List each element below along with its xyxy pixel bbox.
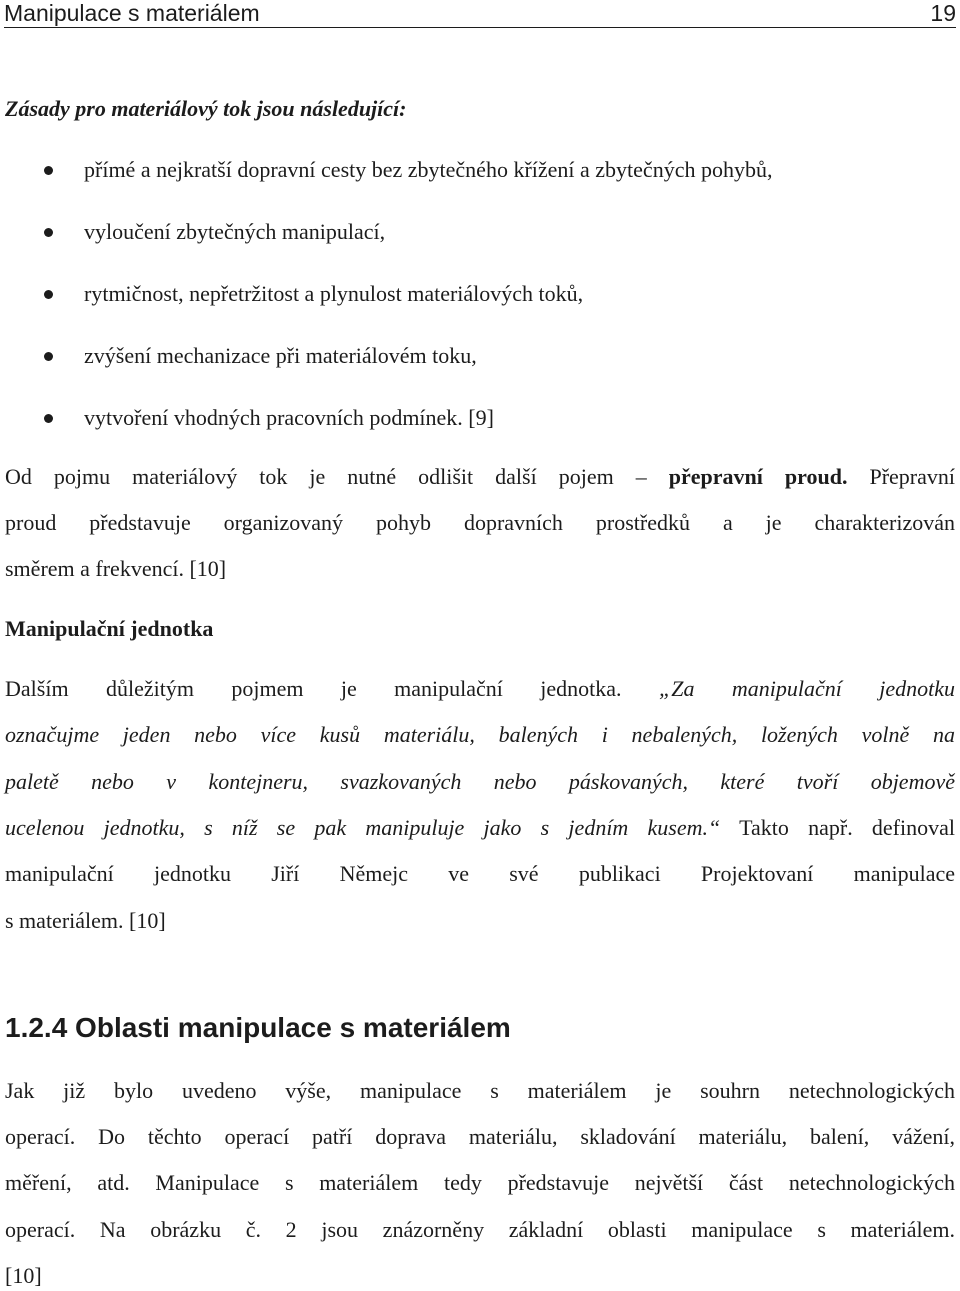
list-item [0,217,960,247]
transport-flow-term: přepravní proud. [668,464,848,489]
page-number: 19 [930,0,956,26]
unit-paragraph-line: manipulační jednotku Jiří Němejc ve své publikaci Projektovaní manipulace [5,861,955,886]
list-item-text: zvýšení mechanizace při materiálovém toku, [84,343,477,368]
list-item-text: vyloučení zbytečných manipulací, [84,219,386,244]
bullet-icon [44,352,53,361]
bullet-icon [44,228,53,237]
flow-paragraph-line [5,462,955,492]
flow-text: Přepravní [869,464,955,489]
header-title: Manipulace s materiálem [4,0,260,26]
section-paragraph-line: [10] [5,1263,42,1288]
section-paragraph-line: měření, atd. Manipulace s materiálem tedy představuje největší část netechnologických [5,1170,955,1195]
unit-quote-line: označujme jeden nebo více kusů materiálu, balených i nebalených, ložených volně na [5,722,955,747]
list-item-text: vytvoření vhodných pracovních podmínek. [9] [84,405,494,430]
list-item-text: přímé a nejkratší dopravní cesty bez zbytečného křížení a zbytečných pohybů, [84,157,773,182]
unit-quote: ucelenou jednotku, s níž se pak manipuluje jako s jedním kusem.“ [5,815,721,840]
flow-paragraph-line: směrem a frekvencí. [10] [5,556,227,581]
unit-paragraph-line [5,813,955,843]
unit-quote: „Za manipulační jednotku [658,676,955,701]
bullet-icon [44,414,53,423]
section-paragraph-line: operací. Na obrázku č. 2 jsou znázorněny základní oblasti manipulace s materiálem. [5,1217,955,1242]
page-header [4,0,956,28]
flow-text: Od pojmu materiálový tok je nutné odlišit další pojem – [5,464,647,489]
principles-heading: Zásady pro materiálový tok jsou následující: [5,96,407,121]
unit-heading: Manipulační jednotka [5,616,214,641]
list-item-text: rytmičnost, nepřetržitost a plynulost materiálových toků, [84,281,584,306]
unit-text: Dalším důležitým pojmem je manipulační jednotka. [5,676,622,701]
bullet-icon [44,290,53,299]
list-item [0,279,960,309]
bullet-icon [44,166,53,175]
section-paragraph-line: operací. Do těchto operací patří doprava materiálu, skladování materiálu, balení, vážení, [5,1124,955,1149]
list-item [0,155,960,185]
section-heading: 1.2.4 Oblasti manipulace s materiálem [5,1012,511,1043]
section-paragraph-line: Jak již bylo uvedeno výše, manipulace s materiálem je souhrn netechnologických [5,1078,955,1103]
unit-text: Takto např. definoval [739,815,955,840]
unit-paragraph-line: s materiálem. [10] [5,908,166,933]
flow-paragraph-line: proud představuje organizovaný pohyb dopravních prostředků a je charakterizován [5,510,955,535]
list-item [0,341,960,371]
list-item [0,403,960,433]
unit-paragraph-line [5,674,955,704]
unit-quote-line: paletě nebo v kontejneru, svazkovaných nebo páskovaných, které tvoří objemově [5,769,955,794]
